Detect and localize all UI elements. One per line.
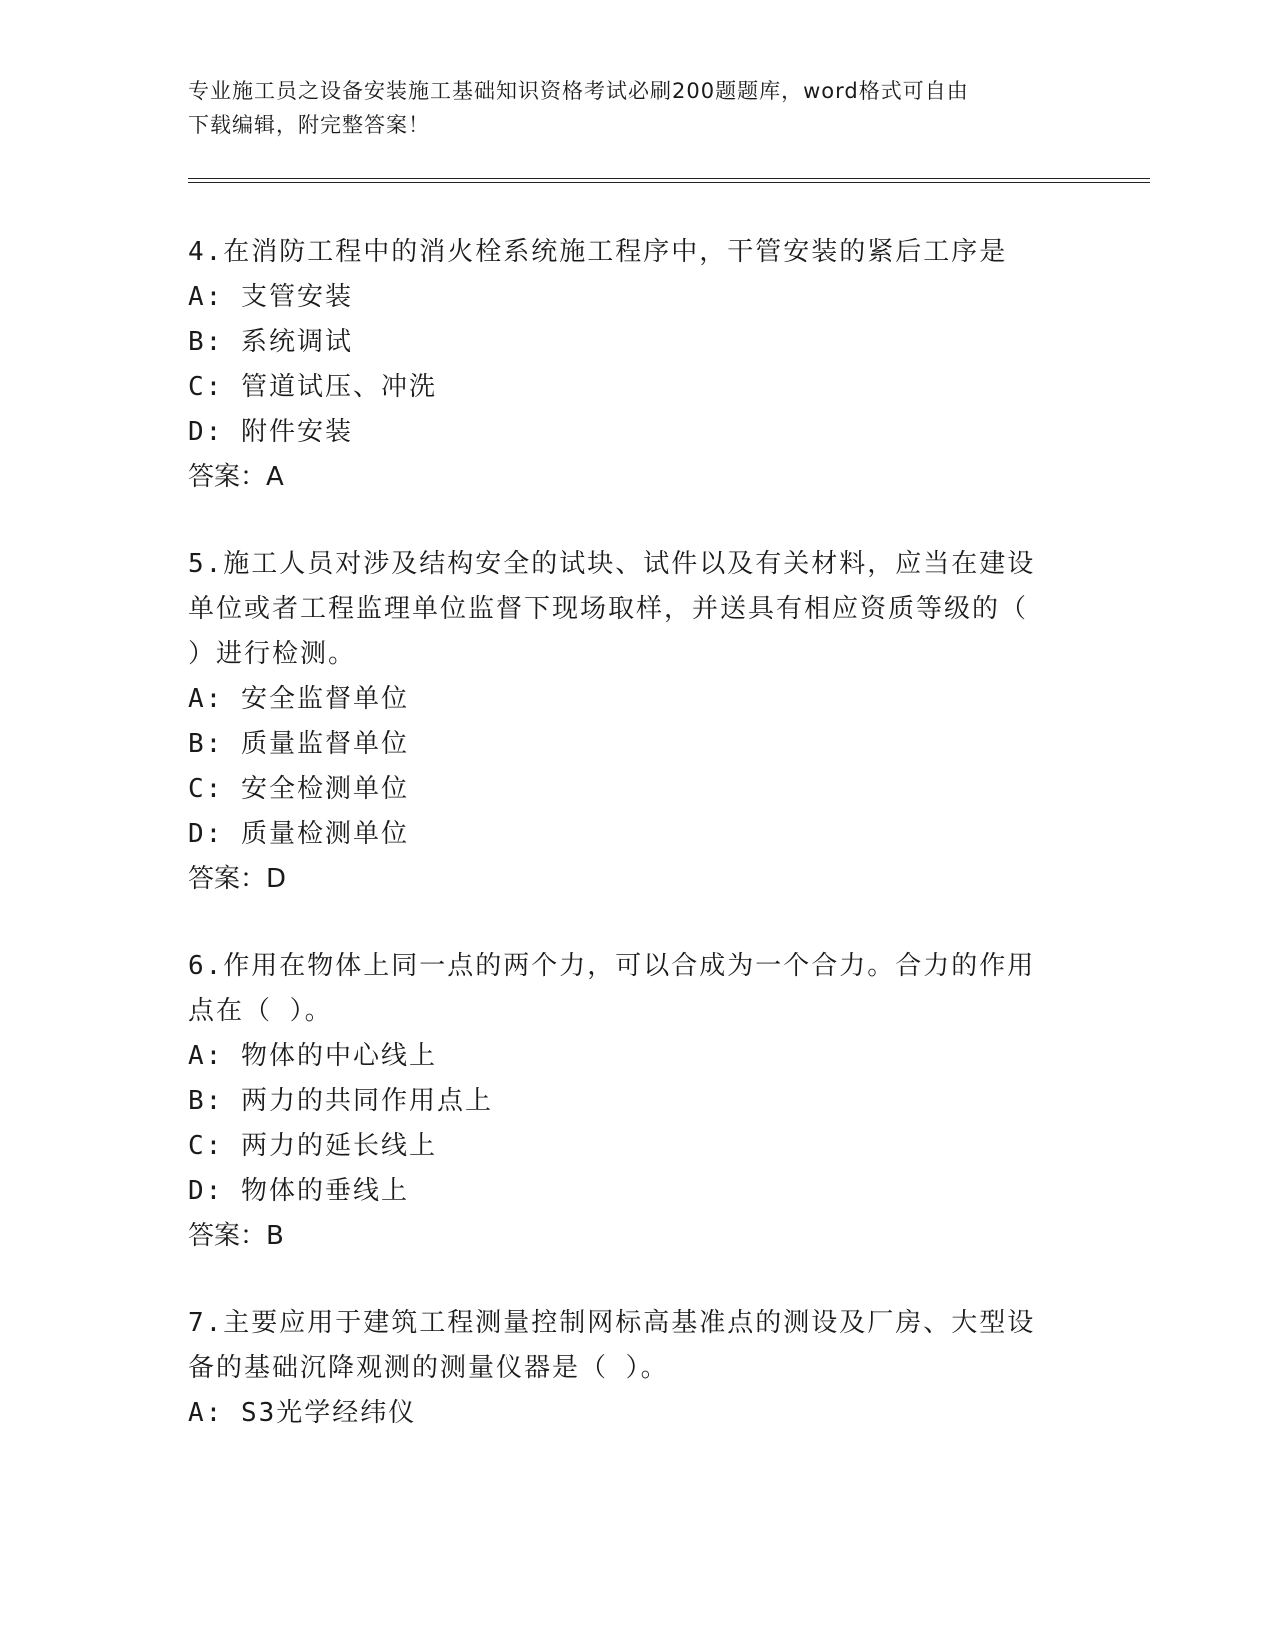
question-stem: 6.作用在物体上同一点的两个力，可以合成为一个合力。合力的作用 <box>188 951 1036 981</box>
option-d: D: 质量检测单位 <box>188 819 409 849</box>
question-6 <box>188 944 1068 1259</box>
answer: 答案：B <box>188 1221 284 1251</box>
option-d: D: 附件安装 <box>188 417 353 447</box>
question-stem: 点在（ ）。 <box>188 996 333 1026</box>
answer: 答案：A <box>188 462 284 492</box>
option-a: A: 安全监督单位 <box>188 684 409 714</box>
question-stem: 备的基础沉降观测的测量仪器是（ ）。 <box>188 1353 669 1383</box>
option-c: C: 管道试压、冲洗 <box>188 372 437 402</box>
answer: 答案：D <box>188 864 287 894</box>
header-line-1: 专业施工员之设备安装施工基础知识资格考试必刷200题题库，word格式可自由 <box>188 79 969 103</box>
header-divider <box>188 178 1150 183</box>
header-line-2: 下载编辑，附完整答案！ <box>188 113 430 137</box>
question-stem: 4.在消防工程中的消火栓系统施工程序中，干管安装的紧后工序是 <box>188 237 1008 267</box>
question-7 <box>188 1301 1068 1436</box>
option-b: B: 系统调试 <box>188 327 353 357</box>
question-stem: 单位或者工程监理单位监督下现场取样，并送具有相应资质等级的（ <box>188 594 1029 624</box>
option-a: A: 物体的中心线上 <box>188 1041 437 1071</box>
option-d: D: 物体的垂线上 <box>188 1176 409 1206</box>
question-list <box>188 230 1068 1478</box>
option-c: C: 两力的延长线上 <box>188 1131 437 1161</box>
question-stem: ）进行检测。 <box>188 639 357 669</box>
option-b: B: 两力的共同作用点上 <box>188 1086 493 1116</box>
document-header <box>188 74 1068 142</box>
option-c: C: 安全检测单位 <box>188 774 409 804</box>
option-a: A: S3光学经纬仪 <box>188 1398 417 1428</box>
option-a: A: 支管安装 <box>188 282 353 312</box>
question-4 <box>188 230 1068 500</box>
question-stem: 5.施工人员对涉及结构安全的试块、试件以及有关材料，应当在建设 <box>188 549 1036 579</box>
question-stem: 7.主要应用于建筑工程测量控制网标高基准点的测设及厂房、大型设 <box>188 1308 1036 1338</box>
question-5 <box>188 542 1068 902</box>
option-b: B: 质量监督单位 <box>188 729 409 759</box>
document-page <box>188 0 1148 1650</box>
